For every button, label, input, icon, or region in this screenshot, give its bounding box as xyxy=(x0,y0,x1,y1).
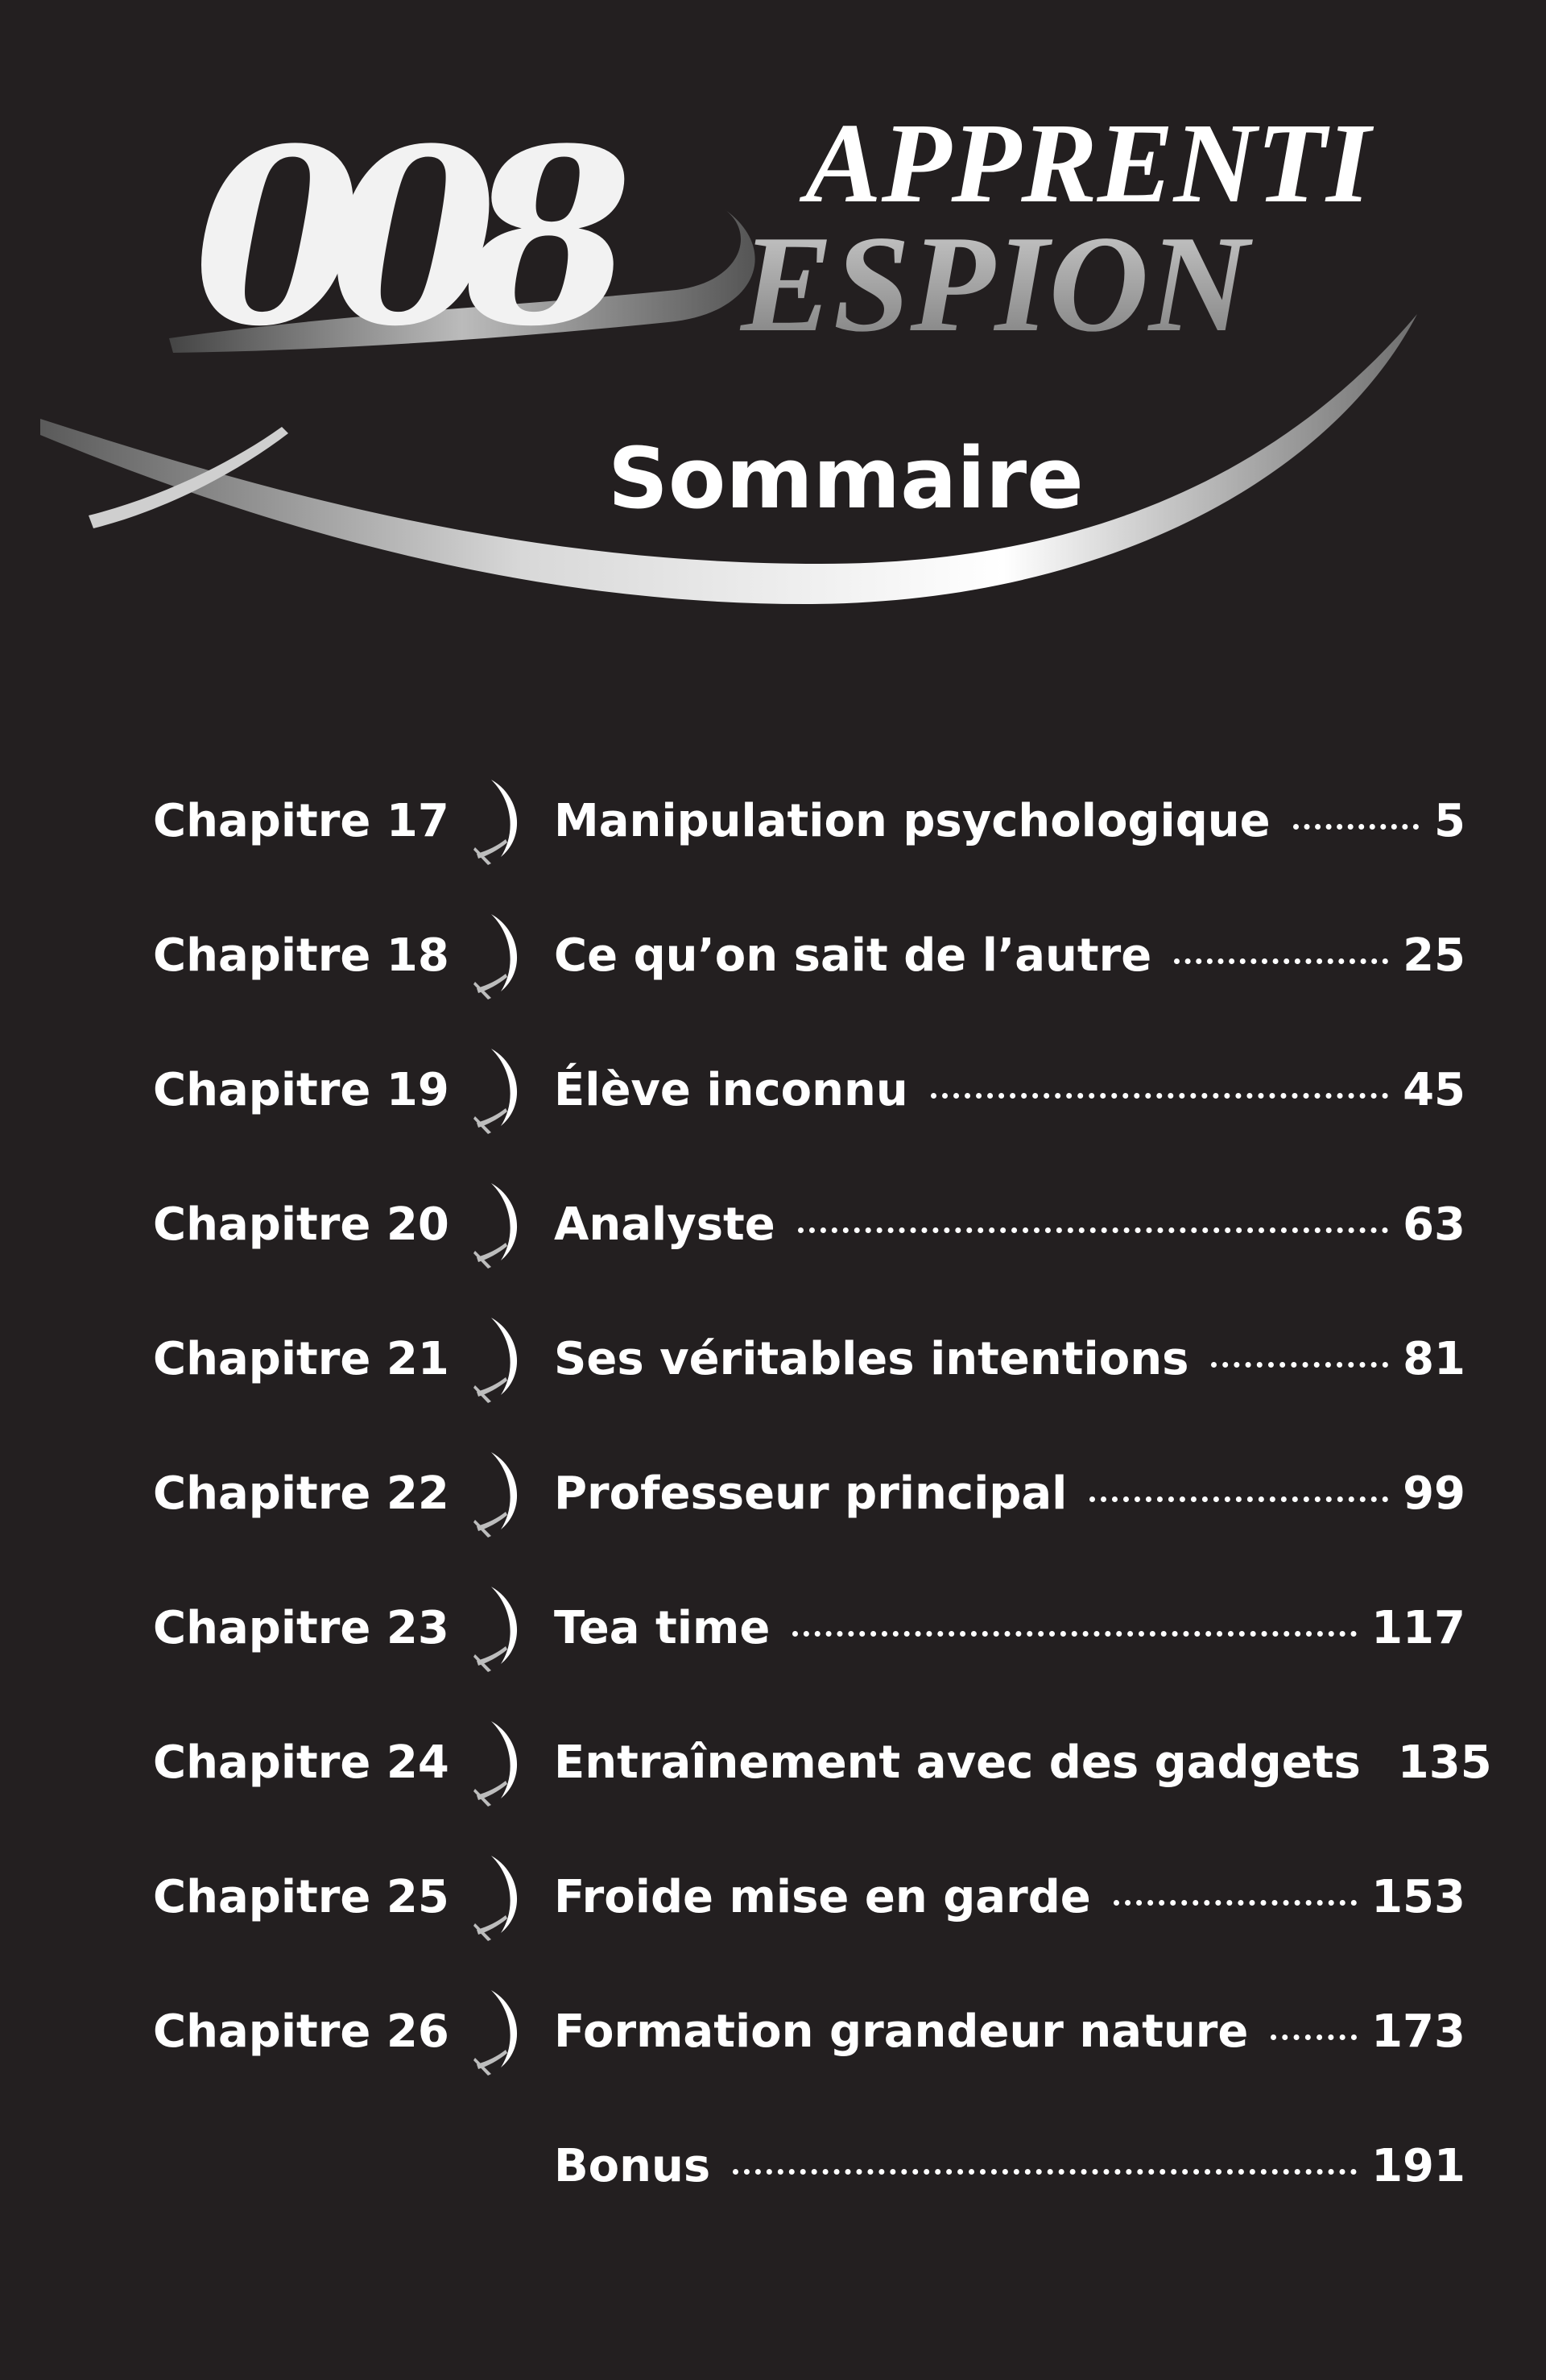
page-number: 63 xyxy=(1403,1198,1465,1251)
chapter-title: Élève inconnu xyxy=(554,1064,908,1116)
chapter-title: Professeur principal xyxy=(554,1467,1068,1520)
page-title: Sommaire xyxy=(608,429,1084,528)
crescent-swoosh-icon xyxy=(473,1042,538,1139)
chapter-number: Chapitre 22 xyxy=(153,1467,449,1520)
toc-row xyxy=(0,773,1546,870)
logo-apprenti: APPRENTI xyxy=(805,99,1371,226)
chapter-number: Chapitre 19 xyxy=(153,1064,449,1116)
chapter-title: Analyste xyxy=(554,1198,775,1251)
crescent-swoosh-icon xyxy=(473,1177,538,1273)
crescent-swoosh-icon xyxy=(473,908,538,1004)
toc-entry xyxy=(554,789,1465,854)
dot-leader xyxy=(931,1093,1388,1099)
dot-leader xyxy=(1211,1362,1388,1368)
dot-leader xyxy=(733,2169,1357,2175)
toc-entry xyxy=(554,1058,1465,1123)
crescent-swoosh-icon xyxy=(473,1580,538,1677)
dot-leader xyxy=(792,1631,1357,1637)
toc-row xyxy=(0,1984,1546,2080)
toc-entry xyxy=(554,924,1465,988)
chapter-title: Ses véritables intentions xyxy=(554,1333,1189,1385)
dot-leader xyxy=(1271,2034,1357,2040)
toc-row xyxy=(0,908,1546,1004)
page-number: 191 xyxy=(1371,2140,1465,2192)
chapter-number: Chapitre 20 xyxy=(153,1198,449,1251)
logo-espion: ESPION xyxy=(741,208,1249,361)
page-number: 25 xyxy=(1403,929,1465,982)
dot-leader xyxy=(1089,1496,1388,1502)
page-number: 81 xyxy=(1403,1333,1465,1385)
dot-leader xyxy=(1174,958,1388,964)
dot-leader xyxy=(798,1227,1388,1233)
chapter-number: Chapitre 25 xyxy=(153,1871,449,1923)
toc-entry xyxy=(554,1596,1465,1661)
crescent-swoosh-icon xyxy=(473,773,538,870)
logo-number: 008 xyxy=(193,95,601,379)
toc-entry xyxy=(554,1731,1492,1795)
toc-entry xyxy=(554,1193,1465,1257)
toc-row xyxy=(0,1446,1546,1542)
chapter-title: Bonus xyxy=(554,2140,711,2192)
dot-leader xyxy=(1114,1900,1357,1906)
chapter-number: Chapitre 24 xyxy=(153,1736,449,1789)
chapter-number: Chapitre 26 xyxy=(153,2005,449,2058)
toc-entry xyxy=(554,2134,1465,2199)
toc-entry xyxy=(554,1865,1465,1930)
dot-leader xyxy=(1293,824,1419,830)
page-number: 99 xyxy=(1403,1467,1465,1520)
chapter-title: Manipulation psychologique xyxy=(554,795,1271,847)
toc-row xyxy=(0,1042,1546,1139)
page-number: 173 xyxy=(1371,2005,1465,2058)
page-number: 135 xyxy=(1397,1736,1492,1789)
chapter-title: Entraînement avec des gadgets xyxy=(554,1736,1361,1789)
toc-row xyxy=(0,1580,1546,1677)
toc-row xyxy=(0,2118,1546,2215)
toc-entry xyxy=(554,1327,1465,1392)
toc-row xyxy=(0,1715,1546,1811)
page-number: 5 xyxy=(1434,795,1465,847)
crescent-swoosh-icon xyxy=(473,1446,538,1542)
crescent-swoosh-icon xyxy=(473,1849,538,1946)
chapter-title: Froide mise en garde xyxy=(554,1871,1091,1923)
chapter-number: Chapitre 17 xyxy=(153,795,449,847)
page-number: 153 xyxy=(1371,1871,1465,1923)
toc-row xyxy=(0,1849,1546,1946)
crescent-swoosh-icon xyxy=(473,1984,538,2080)
chapter-title: Ce qu’on sait de l’autre xyxy=(554,929,1152,982)
chapter-number: Chapitre 21 xyxy=(153,1333,449,1385)
toc-row xyxy=(0,1311,1546,1408)
crescent-swoosh-icon xyxy=(473,1311,538,1408)
chapter-number: Chapitre 23 xyxy=(153,1602,449,1654)
toc-row xyxy=(0,1177,1546,1273)
page-number: 45 xyxy=(1403,1064,1465,1116)
series-logo xyxy=(32,48,1449,628)
page-number: 117 xyxy=(1371,1602,1465,1654)
chapter-title: Tea time xyxy=(554,1602,771,1654)
chapter-number: Chapitre 18 xyxy=(153,929,449,982)
chapter-title: Formation grandeur nature xyxy=(554,2005,1249,2058)
toc-entry xyxy=(554,1462,1465,1526)
toc-entry xyxy=(554,2000,1465,2064)
crescent-swoosh-icon xyxy=(473,1715,538,1811)
